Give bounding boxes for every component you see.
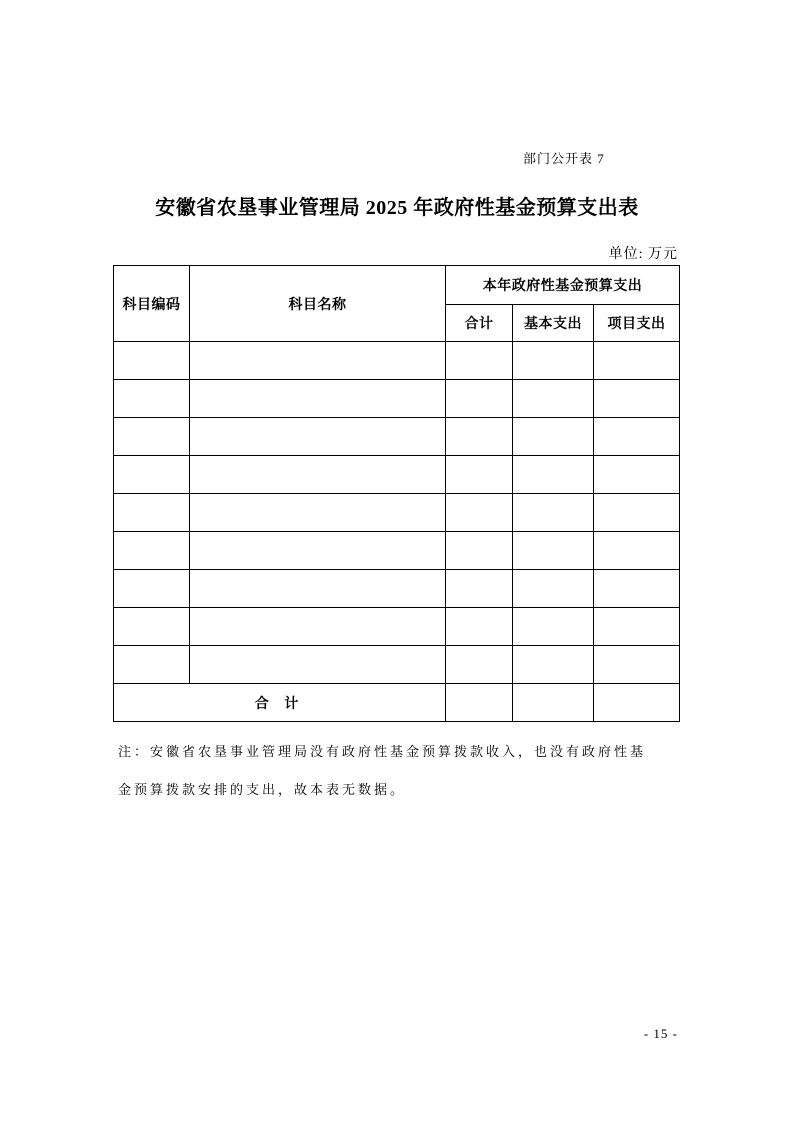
total-row-total-cell: [446, 684, 513, 722]
empty-cell: [190, 342, 446, 380]
empty-cell: [594, 418, 680, 456]
empty-cell: [190, 646, 446, 684]
empty-cell: [190, 456, 446, 494]
empty-cell: [190, 494, 446, 532]
empty-cell: [114, 342, 190, 380]
table-row: [114, 456, 680, 494]
column-header-total: 合计: [446, 305, 513, 342]
page-title: 安徽省农垦事业管理局 2025 年政府性基金预算支出表: [155, 197, 639, 219]
table-row: [114, 342, 680, 380]
empty-cell: [114, 380, 190, 418]
empty-cell: [446, 494, 513, 532]
empty-cell: [594, 532, 680, 570]
table-row: [114, 608, 680, 646]
empty-cell: [446, 532, 513, 570]
empty-cell: [594, 494, 680, 532]
unit-label: 单位: 万元: [608, 247, 678, 262]
empty-cell: [446, 418, 513, 456]
empty-cell: [114, 418, 190, 456]
table-row: [114, 570, 680, 608]
empty-cell: [446, 570, 513, 608]
footnote-line-1: 注：安徽省农垦事业管理局没有政府性基金预算拨款收入，也没有政府性基: [118, 744, 647, 759]
table-header: [114, 266, 680, 342]
empty-cell: [114, 646, 190, 684]
empty-cell: [114, 456, 190, 494]
table-row: [114, 380, 680, 418]
empty-cell: [594, 380, 680, 418]
empty-cell: [594, 342, 680, 380]
table-body: [114, 342, 680, 684]
column-header-basic-expenditure: 基本支出: [513, 305, 594, 342]
table-footer: [114, 684, 680, 722]
footnote-line-2: 金预算拨款安排的支出，故本表无数据。: [118, 782, 407, 797]
table-row: [114, 494, 680, 532]
empty-cell: [513, 570, 594, 608]
budget-table: [113, 265, 680, 722]
empty-cell: [114, 532, 190, 570]
empty-cell: [190, 532, 446, 570]
empty-cell: [513, 456, 594, 494]
empty-cell: [513, 342, 594, 380]
empty-cell: [190, 608, 446, 646]
empty-cell: [594, 646, 680, 684]
empty-cell: [513, 494, 594, 532]
empty-cell: [114, 570, 190, 608]
empty-cell: [594, 608, 680, 646]
empty-cell: [190, 418, 446, 456]
empty-cell: [446, 342, 513, 380]
total-row-label: 合 计: [114, 684, 446, 722]
empty-cell: [114, 494, 190, 532]
empty-cell: [513, 532, 594, 570]
column-group-header-fund-expenditure: 本年政府性基金预算支出: [446, 266, 680, 305]
department-table-label: 部门公开表 7: [523, 151, 605, 166]
empty-cell: [446, 646, 513, 684]
empty-cell: [594, 456, 680, 494]
empty-cell: [114, 608, 190, 646]
column-header-subject-code: 科目编码: [114, 266, 190, 342]
empty-cell: [513, 646, 594, 684]
empty-cell: [594, 570, 680, 608]
empty-cell: [513, 380, 594, 418]
table-row: [114, 646, 680, 684]
empty-cell: [446, 380, 513, 418]
empty-cell: [446, 456, 513, 494]
footnote: [118, 733, 678, 809]
empty-cell: [446, 608, 513, 646]
total-row-project-cell: [594, 684, 680, 722]
column-header-project-expenditure: 项目支出: [594, 305, 680, 342]
empty-cell: [190, 380, 446, 418]
table-row: [114, 418, 680, 456]
empty-cell: [513, 418, 594, 456]
total-row-basic-cell: [513, 684, 594, 722]
empty-cell: [190, 570, 446, 608]
empty-cell: [513, 608, 594, 646]
column-header-subject-name: 科目名称: [190, 266, 446, 342]
table-row: [114, 532, 680, 570]
page-number: - 15 -: [643, 1026, 678, 1041]
